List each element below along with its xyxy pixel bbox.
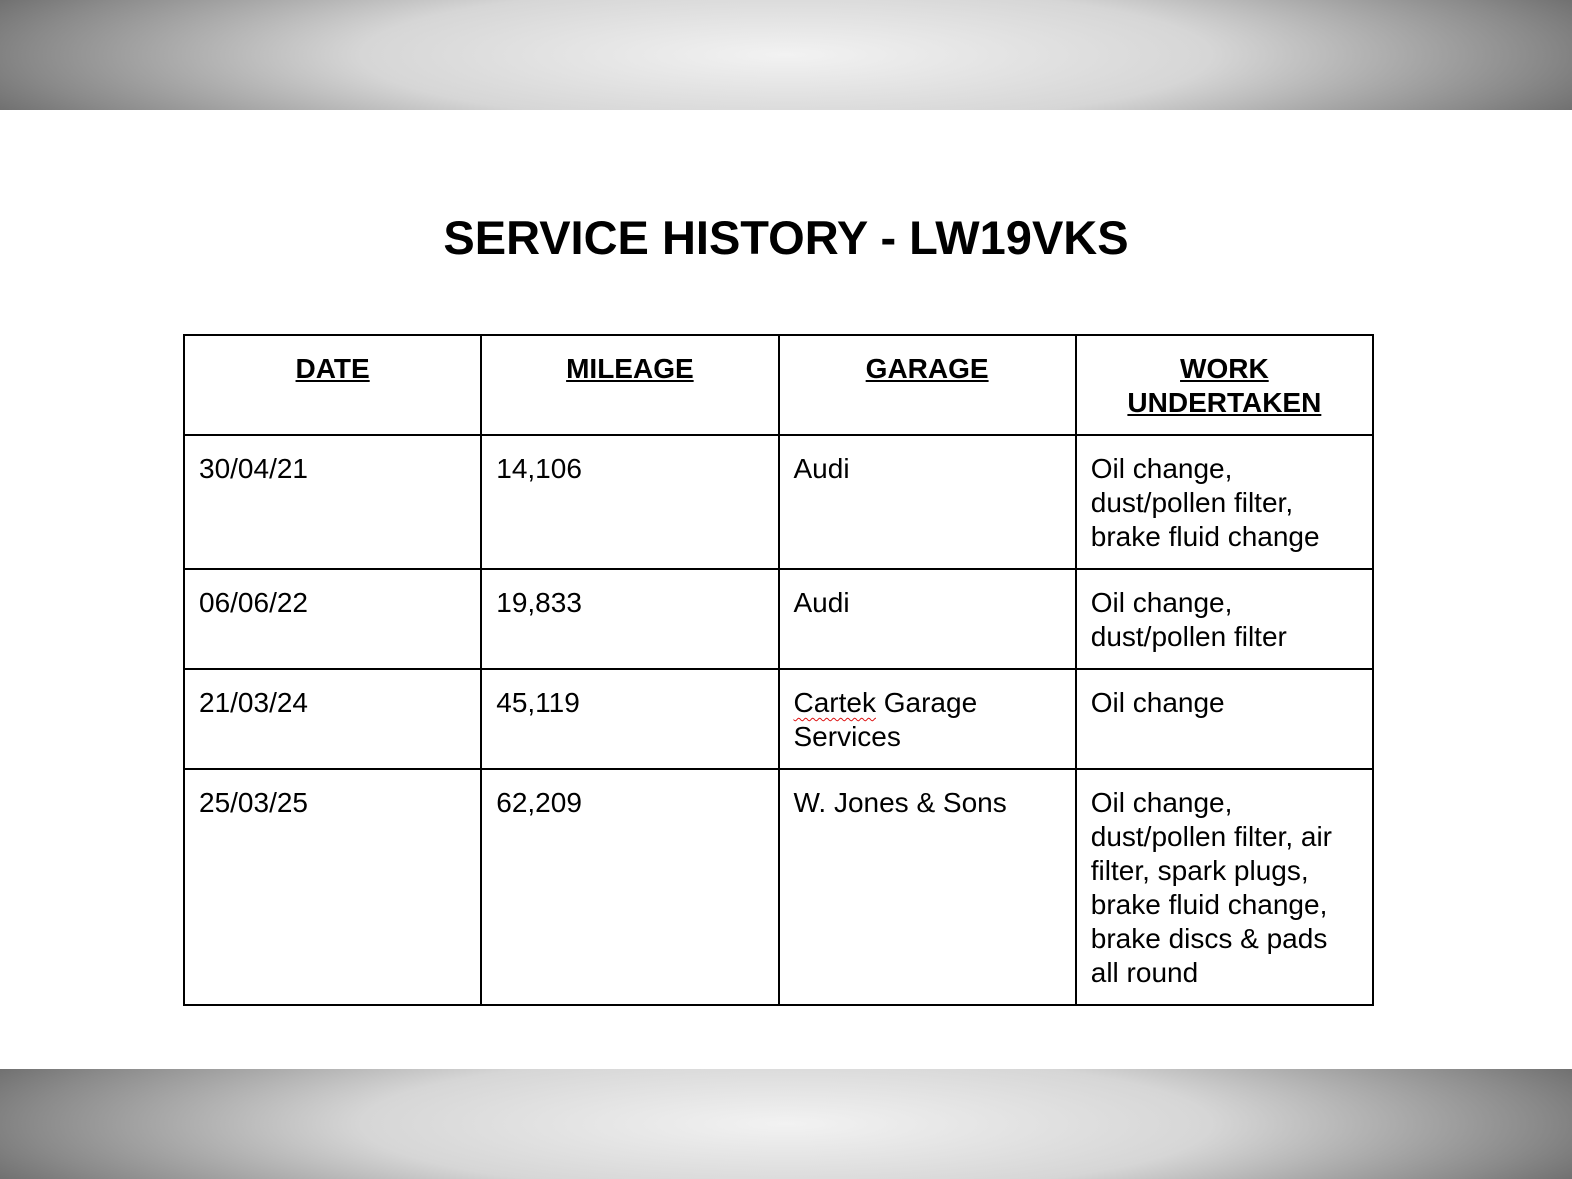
header-mileage: MILEAGE bbox=[481, 335, 778, 435]
cell-garage bbox=[779, 669, 1076, 769]
cell-date: 06/06/22 bbox=[184, 569, 481, 669]
cell-date: 21/03/24 bbox=[184, 669, 481, 769]
cell-garage: W. Jones & Sons bbox=[779, 769, 1076, 1005]
cell-mileage: 14,106 bbox=[481, 435, 778, 569]
service-history-table bbox=[183, 334, 1374, 1006]
cell-work: Oil change, dust/pollen filter, brake fluid change bbox=[1076, 435, 1373, 569]
table-row bbox=[184, 769, 1373, 1005]
page-title: SERVICE HISTORY - LW19VKS bbox=[443, 211, 1129, 264]
cell-work: Oil change, dust/pollen filter, air filter, spark plugs, brake fluid change, brake discs & pads all round bbox=[1076, 769, 1373, 1005]
table-row bbox=[184, 569, 1373, 669]
spellcheck-flagged-word: Cartek bbox=[793, 687, 876, 718]
document-page bbox=[0, 110, 1572, 1069]
cell-mileage: 45,119 bbox=[481, 669, 778, 769]
cell-mileage: 19,833 bbox=[481, 569, 778, 669]
header-date: DATE bbox=[184, 335, 481, 435]
table-row bbox=[184, 435, 1373, 569]
cell-date: 25/03/25 bbox=[184, 769, 481, 1005]
cell-garage: Audi bbox=[779, 435, 1076, 569]
cell-work: Oil change bbox=[1076, 669, 1373, 769]
table-header-row bbox=[184, 335, 1373, 435]
cell-work: Oil change, dust/pollen filter bbox=[1076, 569, 1373, 669]
bottom-vignette-band bbox=[0, 1069, 1572, 1179]
cell-date: 30/04/21 bbox=[184, 435, 481, 569]
cell-garage: Audi bbox=[779, 569, 1076, 669]
table-row bbox=[184, 669, 1373, 769]
header-work-undertaken: WORK UNDERTAKEN bbox=[1076, 335, 1373, 435]
top-vignette-band bbox=[0, 0, 1572, 110]
cell-mileage: 62,209 bbox=[481, 769, 778, 1005]
header-garage: GARAGE bbox=[779, 335, 1076, 435]
garage-name-rest: Garage Services bbox=[793, 687, 978, 752]
